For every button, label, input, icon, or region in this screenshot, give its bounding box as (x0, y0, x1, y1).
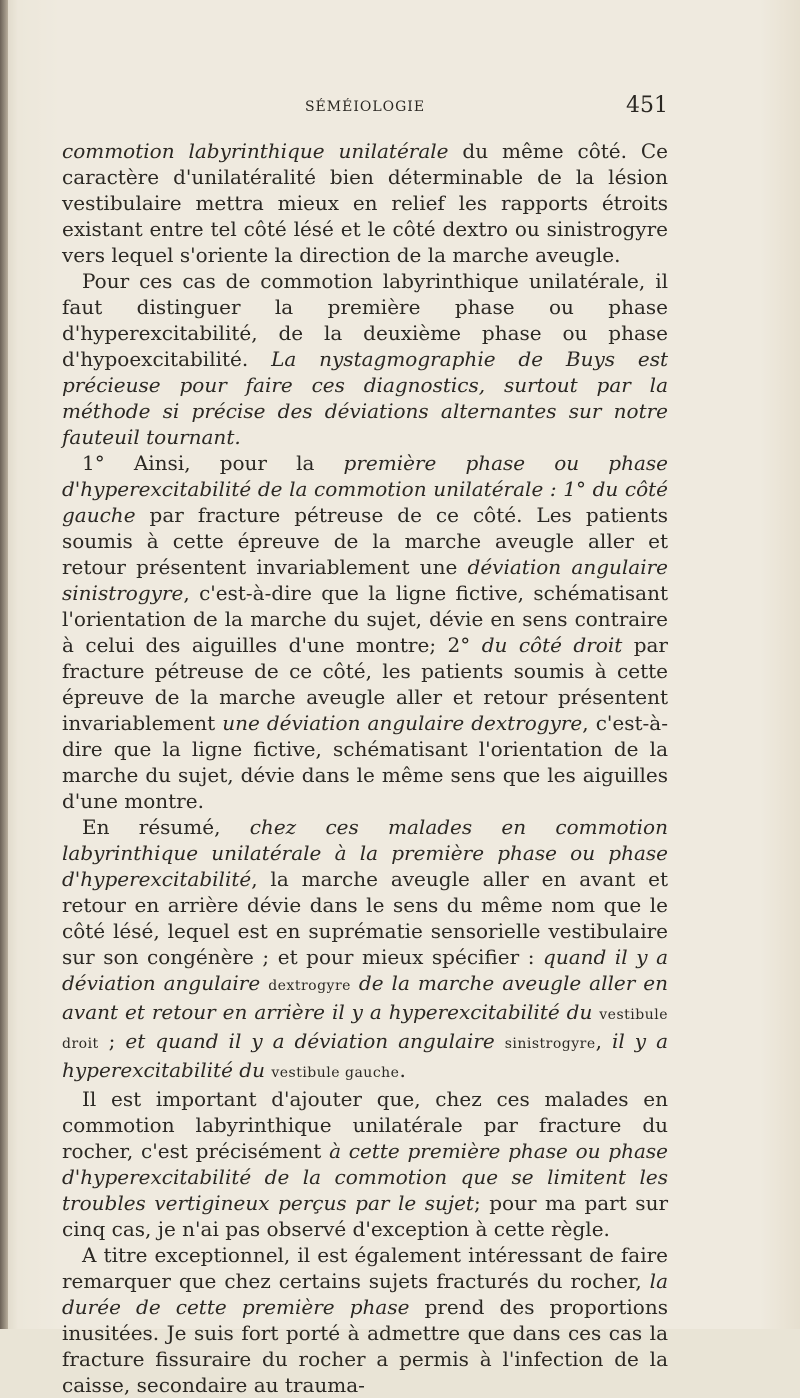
text-run: la durée de cette première phase (62, 1269, 668, 1319)
text-run: La nystagmographie de Buys est précieuse pour faire ces diagnostics, surtout par la méthode si précise des déviations alternantes sur notre fauteuil tournant. (62, 347, 669, 449)
book-spine-edge (0, 0, 8, 1329)
paragraph (62, 814, 668, 1086)
text-run: et quand il y a déviation angulaire (125, 1029, 505, 1053)
text-run: par fracture pétreuse de ce côté. Les patients soumis à cette épreuve de la marche aveugle aller et retour présentent invariablement une (62, 503, 668, 579)
small-caps-run: vestibule droit (62, 1007, 668, 1052)
paragraph (62, 138, 668, 268)
text-run: 1° Ainsi, pour la (82, 451, 344, 475)
text-run: ; (98, 1029, 126, 1053)
page-header (62, 93, 668, 123)
text-run: il y a hyperexcitabilité du (62, 1029, 669, 1082)
text-run: commotion labyrinthique unilatérale (62, 139, 449, 163)
page-number: 451 (626, 93, 668, 118)
text-run: Pour ces cas de commotion labyrinthique unilatérale, il faut distinguer la première phase ou phase d'hyperexcitabilité, de la deuxième phase ou phase d'hypoexcitabilité. (62, 269, 668, 371)
text-run: une déviation angulaire dextrogyre (222, 711, 583, 735)
text-run: à cette première phase ou phase d'hyperexcitabilité de la commotion que se limitent les troubles vertigineux perçus par le sujet (62, 1139, 668, 1215)
paragraph (62, 450, 668, 814)
text-run: quand il y a déviation angulaire (62, 945, 668, 995)
text-run: , c'est-à-dire que la ligne fictive, schématisant l'orientation de la marche du sujet, dévie en sens contraire à celui des aiguilles d'une montre; 2° (62, 581, 668, 657)
text-run: , la marche aveugle aller en avant et retour en arrière dévie dans le sens du même nom que le côté lésé, lequel est en suprématie sensorielle vestibulaire sur son congénère ; et pour mieux spécifier : (62, 867, 668, 969)
text-run: du côté droit (481, 633, 623, 657)
paragraph (62, 1086, 668, 1242)
text-run: , (595, 1029, 613, 1053)
text-run: . (399, 1058, 406, 1082)
paragraph (62, 268, 668, 450)
text-run: A titre exceptionnel, il est également intéressant de faire remarquer que chez certains sujets fracturés du rocher, (62, 1243, 668, 1293)
text-run: première phase ou phase d'hyperexcitabilité de la commotion unilatérale : 1° du côté gauche (62, 451, 669, 527)
text-run: par fracture pétreuse de ce côté, les patients soumis à cette épreuve de la marche aveugle aller et retour présentent invariablement (62, 633, 668, 735)
text-run: du même côté. Ce caractère d'unilatéralité bien déterminable de la lésion vestibulaire mettra mieux en relief les rapports étroits existant entre tel côté lésé et le côté dextro ou sinistrogyre vers lequel s'oriente la direction de la marche aveugle. (62, 139, 669, 267)
text-run: Il est important d'ajouter que, chez ces malades en commotion labyrinthique unilatérale par fracture du rocher, c'est précisément (62, 1087, 668, 1163)
text-run: déviation angulaire sinistrogyre (62, 555, 668, 605)
small-caps-run: sinistrogyre (504, 1036, 596, 1052)
text-run: chez ces malades en commotion labyrinthique unilatérale à la première phase ou phase d'hyperexcitabilité (62, 815, 668, 891)
text-run: En résumé, (82, 815, 250, 839)
paragraph (62, 1242, 668, 1398)
text-run: ; pour ma part sur cinq cas, je n'ai pas observé d'exception à cette règle. (62, 1191, 669, 1241)
text-run: de la marche aveugle aller en avant et retour en arrière il y a hyperexcitabilité du (62, 971, 668, 1024)
running-head: SÉMÉIOLOGIE (304, 99, 426, 115)
body-text (62, 138, 668, 1398)
small-caps-run: dextrogyre (268, 978, 351, 994)
small-caps-run: vestibule gauche (271, 1065, 400, 1081)
text-run: prend des proportions inusitées. Je suis fort porté à admettre que dans ces cas la fracture fissuraire du rocher a permis à l'infection de la caisse, secondaire au trauma- (62, 1295, 668, 1397)
text-run: , c'est-à-dire que la ligne fictive, schématisant l'orientation de la marche du sujet, dévie dans le même sens que les aiguilles d'une montre. (62, 711, 668, 813)
